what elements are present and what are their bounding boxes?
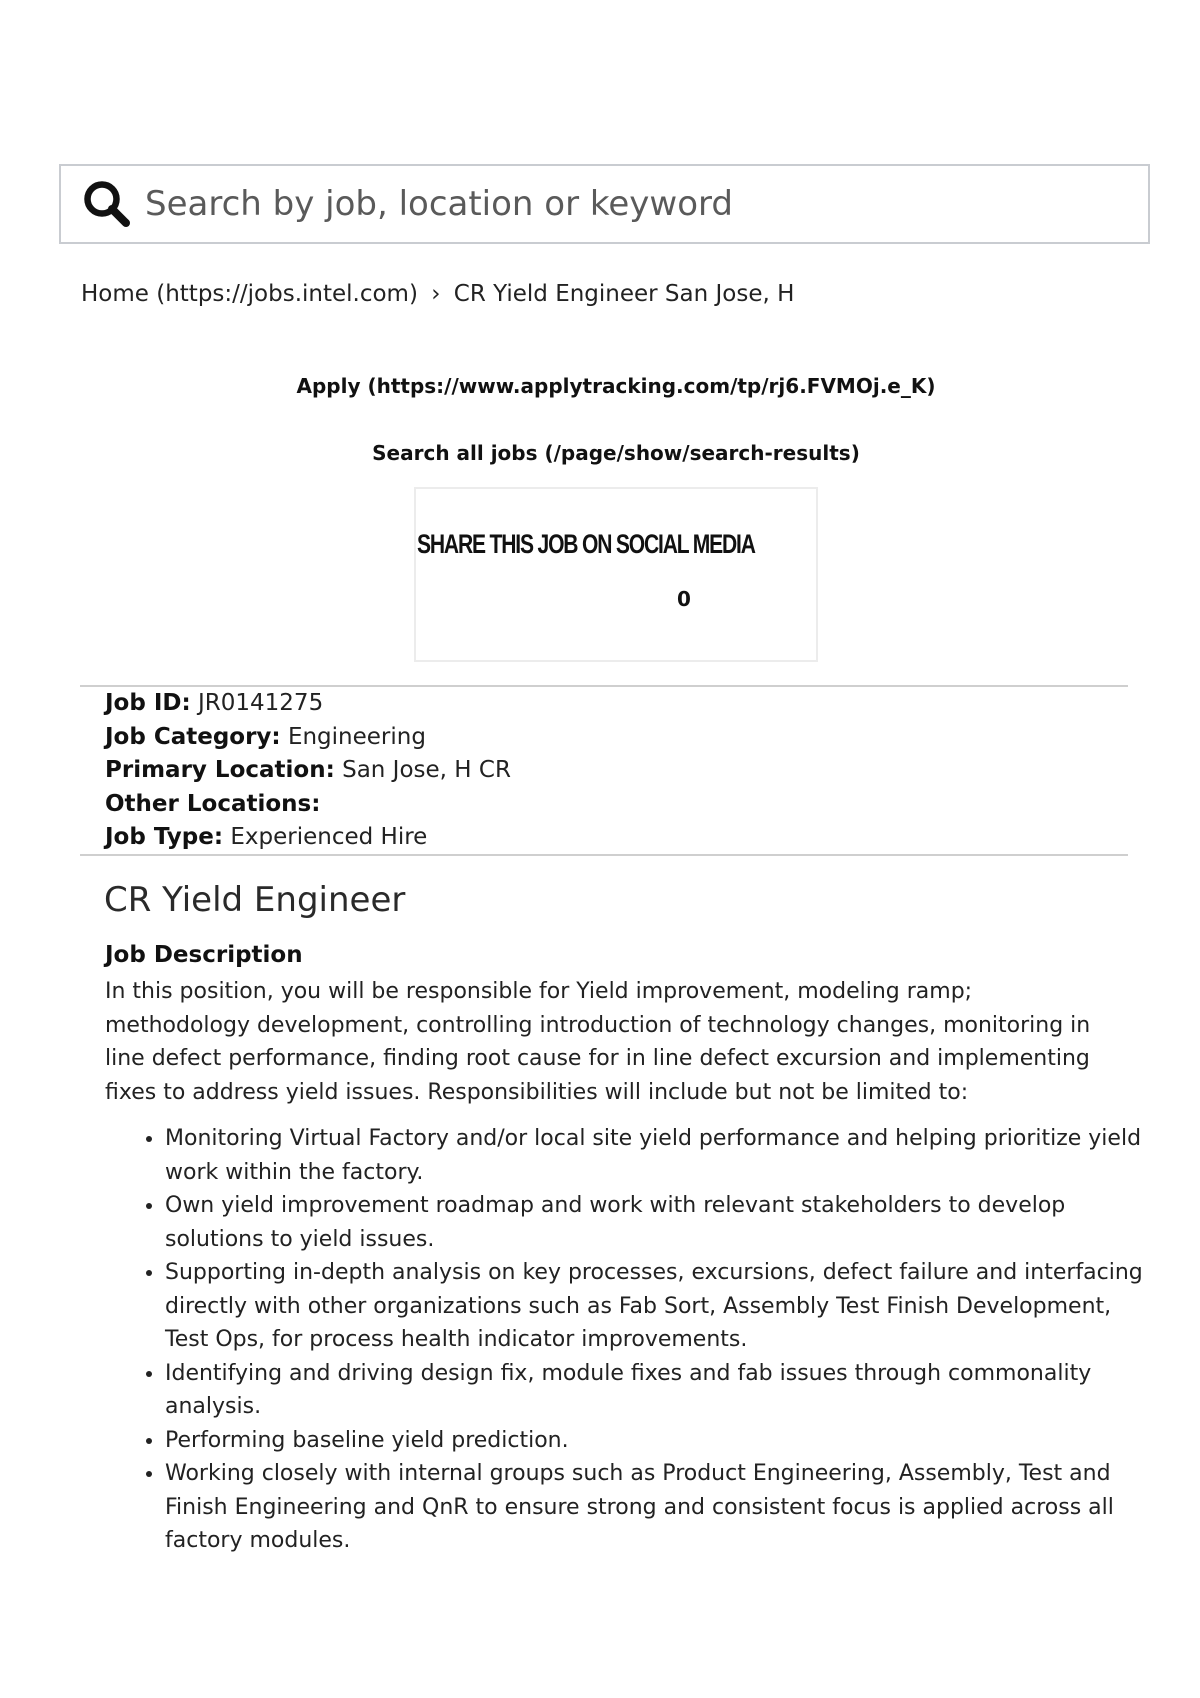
list-item: • Working closely with internal groups such as Product Engineering, Assembly, Test and Finish Engineering and QnR to ensure strong and consistent focus is applied across all factory modules. (165, 1457, 1155, 1558)
job-id-label: Job ID: (105, 690, 191, 716)
job-description-text: In this position, you will be responsible for Yield improvement, modeling ramp; methodology development, controlling introduction of technology changes, monitoring in line defect performance, finding root cause for in line defect excursion and implementing fixes to address yield issues. Responsibilities will include but not be limited to: (105, 979, 1091, 1105)
search-bar[interactable] (59, 164, 1150, 244)
search-icon[interactable] (79, 176, 135, 232)
breadcrumb (81, 281, 794, 307)
job-id-row (105, 687, 511, 721)
job-info (105, 687, 511, 855)
list-item: • Own yield improvement roadmap and work with relevant stakeholders to develop solutions to yield issues. (165, 1189, 1155, 1256)
list-item: • Monitoring Virtual Factory and/or local site yield performance and helping prioritize yield work within the factory. (165, 1122, 1155, 1189)
job-type-label: Job Type: (105, 824, 224, 850)
job-title: CR Yield Engineer (104, 880, 406, 920)
social-share-panel (414, 487, 818, 662)
job-category-row (105, 721, 511, 755)
search-all-jobs-link[interactable]: Search all jobs (/page/show/search-results) (372, 441, 860, 465)
other-locations-row (105, 788, 511, 822)
list-item: • Supporting in-depth analysis on key processes, excursions, defect failure and interfacing directly with other organizations such as Fab Sort, Assembly Test Finish Development, Test Ops, for process health indicator improvements. (165, 1256, 1155, 1357)
responsibilities-list (128, 1122, 1155, 1558)
job-category-value: Engineering (287, 723, 426, 750)
other-locations-label: Other Locations: (105, 790, 321, 817)
breadcrumb-home-link[interactable]: Home (https://jobs.intel.com) (81, 281, 418, 307)
share-count: 0 (677, 587, 691, 611)
list-item: • Performing baseline yield prediction. (165, 1424, 1155, 1458)
job-type-row (105, 821, 511, 855)
share-title: SHARE THIS JOB ON SOCIAL MEDIA (417, 529, 755, 559)
primary-location-row (105, 754, 511, 788)
divider (80, 854, 1128, 856)
search-input[interactable] (145, 184, 1045, 224)
breadcrumb-current: CR Yield Engineer San Jose, H (453, 281, 795, 307)
job-description-heading: Job Description (105, 942, 303, 968)
primary-location-value: San Jose, H CR (342, 757, 511, 783)
job-category-label: Job Category: (105, 723, 281, 750)
primary-location-label: Primary Location: (105, 757, 335, 783)
job-id-value: JR0141275 (198, 690, 324, 716)
breadcrumb-separator: › (431, 281, 441, 307)
list-item: • Identifying and driving design fix, module fixes and fab issues through commonality analysis. (165, 1357, 1155, 1424)
job-type-value: Experienced Hire (230, 824, 428, 850)
apply-link[interactable]: Apply (https://www.applytracking.com/tp/rj6.FVMOj.e_K) (296, 374, 936, 398)
